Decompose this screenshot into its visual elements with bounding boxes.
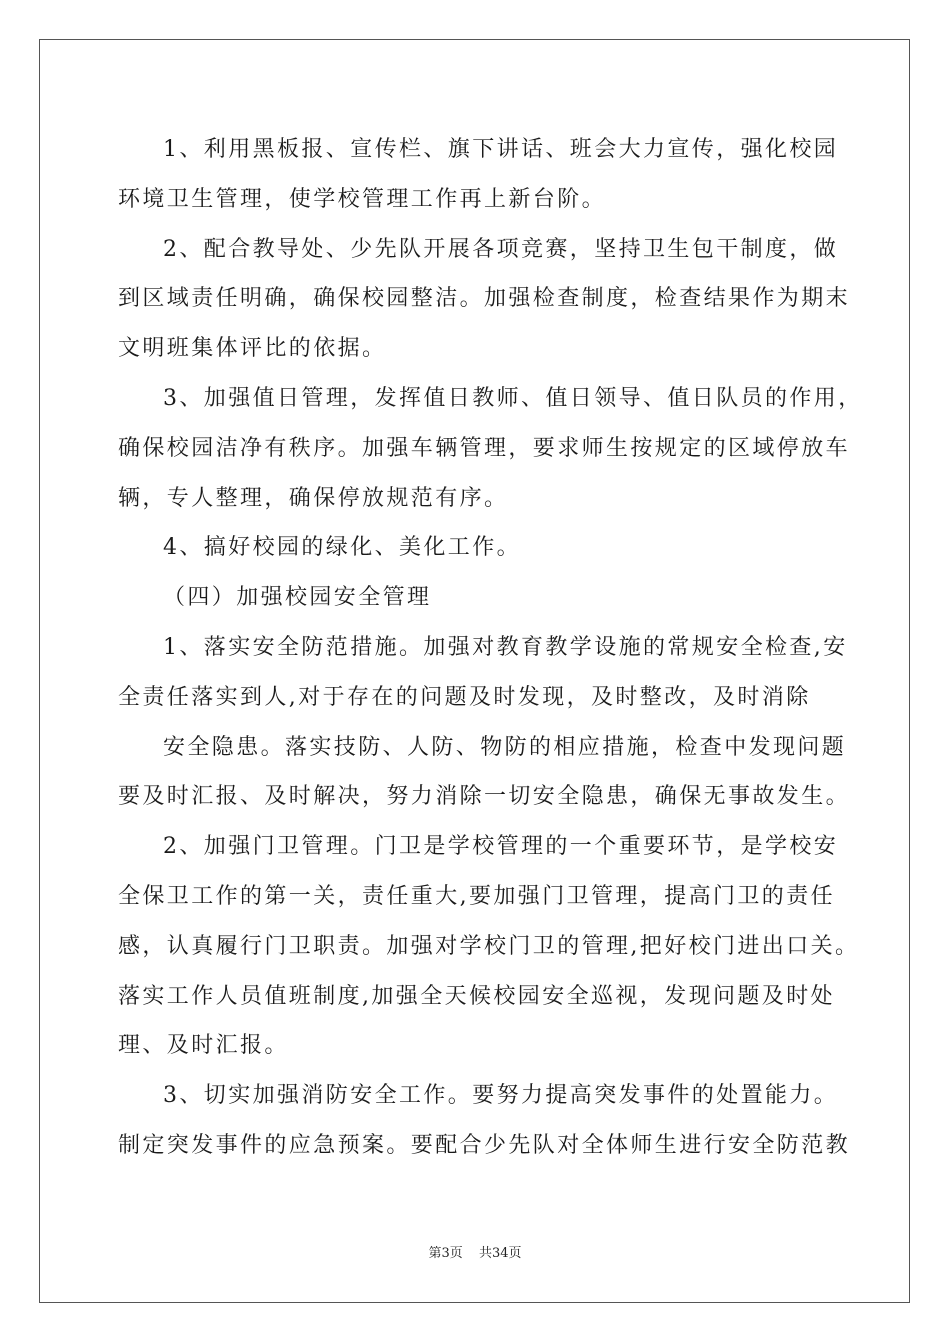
text-line: 2、配合教导处、少先队开展各项竞赛，坚持卫生包干制度，做	[163, 237, 839, 262]
total-pages: 共34页	[478, 1246, 522, 1261]
text-line: 落实工作人员值班制度,加强全天候校园安全巡视，发现问题及时处	[118, 984, 835, 1009]
text-line: 辆，专人整理，确保停放规范有序。	[118, 486, 509, 511]
page-number: 第3页	[428, 1246, 463, 1261]
text-line: 到区域责任明确，确保校园整洁。加强检查制度，检查结果作为期末	[118, 286, 851, 311]
page-footer	[0, 1245, 950, 1263]
text-line: 全责任落实到人,对于存在的问题及时发现，及时整改，及时消除	[118, 685, 811, 710]
text-line: 环境卫生管理，使学校管理工作再上新台阶。	[118, 187, 607, 212]
section-heading: （四）加强校园安全管理	[163, 585, 432, 610]
text-line: 感，认真履行门卫职责。加强对学校门卫的管理,把好校门进出口关。	[118, 934, 860, 959]
text-line: 要及时汇报、及时解决，努力消除一切安全隐患，确保无事故发生。	[118, 784, 851, 809]
text-line: 1、利用黑板报、宣传栏、旗下讲话、班会大力宣传，强化校园	[163, 137, 839, 162]
text-line: 2、加强门卫管理。门卫是学校管理的一个重要环节，是学校安	[163, 834, 839, 859]
text-line: 确保校园洁净有秩序。加强车辆管理，要求师生按规定的区域停放车	[118, 436, 851, 461]
text-line: 制定突发事件的应急预案。要配合少先队对全体师生进行安全防范教	[118, 1133, 851, 1158]
text-line: 3、切实加强消防安全工作。要努力提高突发事件的处置能力。	[163, 1083, 839, 1108]
page-border	[39, 39, 910, 1303]
text-line: 安全隐患。落实技防、人防、物防的相应措施，检查中发现问题	[163, 735, 847, 760]
text-line: 全保卫工作的第一关，责任重大,要加强门卫管理，提高门卫的责任	[118, 884, 835, 909]
text-line: 4、搞好校园的绿化、美化工作。	[163, 535, 521, 560]
text-line: 1、落实安全防范措施。加强对教育教学设施的常规安全检查,安	[163, 635, 848, 660]
text-line: 3、加强值日管理，发挥值日教师、值日领导、值日队员的作用，	[163, 386, 863, 411]
text-line: 理、及时汇报。	[118, 1033, 289, 1058]
text-line: 文明班集体评比的依据。	[118, 336, 387, 361]
